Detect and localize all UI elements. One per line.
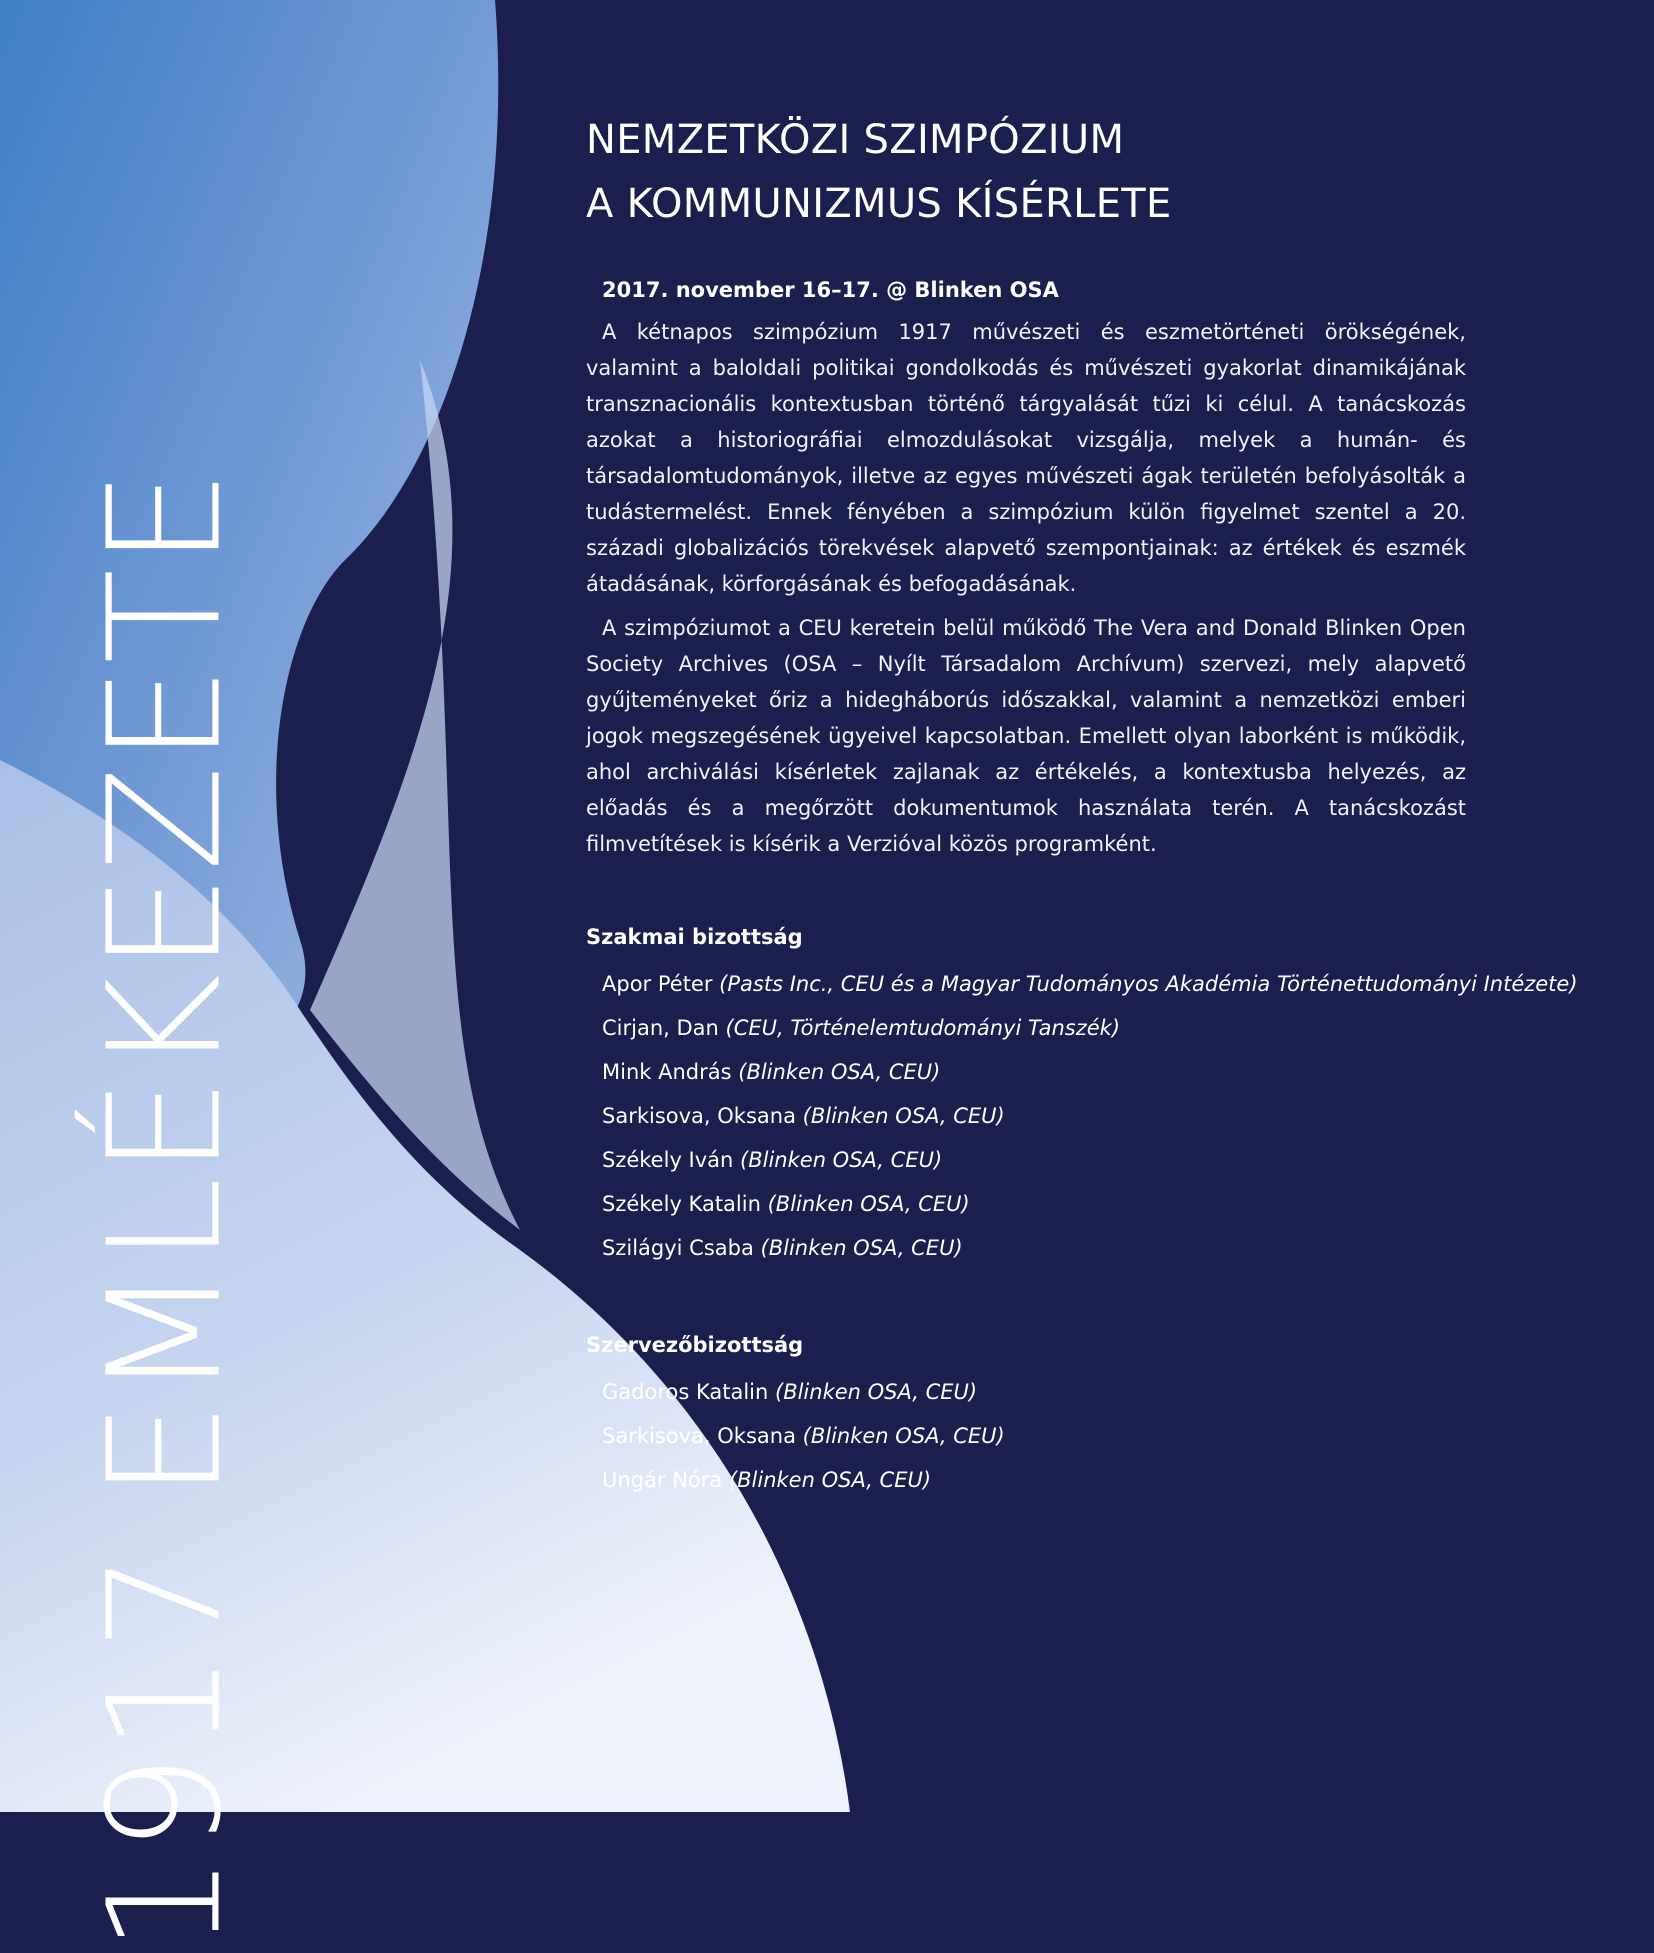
member-name: Sarkisova, Oksana [602,1424,796,1448]
member-affiliation: (Blinken OSA, CEU) [802,1424,1005,1448]
member-name: Székely Katalin [602,1192,761,1216]
list-item [602,1370,1466,1414]
member-affiliation: (Blinken OSA, CEU) [740,1148,943,1172]
title-line-2: A KOMMUNIZMUS KÍSÉRLETE [586,181,1172,227]
list-item [602,1182,1466,1226]
member-name: Szilágyi Csaba [602,1236,754,1260]
member-name: Apor Péter [602,972,713,996]
member-affiliation: (Blinken OSA, CEU) [728,1468,932,1492]
member-name: Ungár Nóra [602,1468,723,1492]
list-item [602,1226,1466,1270]
list-item [602,1006,1466,1050]
member-affiliation: (Blinken OSA, CEU) [738,1060,941,1084]
member-affiliation: (Blinken OSA, CEU) [802,1104,1005,1128]
member-name: Mink András [602,1060,732,1084]
member-affiliation: (Pasts Inc., CEU és a Magyar Tudományos Akadémia Történettudományi Intézete) [719,972,1578,996]
list-item [602,1050,1466,1094]
section-title: Szervezőbizottság [586,1333,804,1357]
list-item [602,1414,1466,1458]
member-affiliation: (Blinken OSA, CEU) [775,1380,978,1404]
member-name: Székely Iván [602,1148,734,1172]
organizing-committee [586,1330,1466,1502]
list-item [602,1458,1466,1502]
member-affiliation: (CEU, Történelemtudományi Tanszék) [725,1016,1121,1040]
list-item [602,1138,1466,1182]
member-name: Gadoros Katalin [602,1380,769,1404]
title-line-1: NEMZETKÖZI SZIMPÓZIUM [586,117,1125,163]
member-list [602,1370,1466,1502]
member-affiliation: (Blinken OSA, CEU) [760,1236,963,1260]
vertical-title: 1917 EMLÉKEZETE [74,466,256,1953]
member-name: Cirjan, Dan [602,1016,719,1040]
member-affiliation: (Blinken OSA, CEU) [767,1192,970,1216]
list-item [602,962,1578,1006]
member-name: Sarkisova, Oksana [602,1104,796,1128]
list-item [602,1094,1466,1138]
scientific-committee [586,922,1578,1270]
organizer-paragraph: A szimpóziumot a CEU keretein belül működő The Vera and Donald Blinken Open Society Archives (OSA – Nyílt Társadalom Archívum) szervezi, mely alapvető gyűjteményeket őriz a hidegháborús időszakkal, valamint a nemzetközi emberi jogok megszegésének ügyeivel kapcsolatban. Emellett olyan laborként is működik, ahol archiválási kísérletek zajlanak az értékelés, a kontextusba helyezés, az előadás és a megőrzött dokumentumok használata terén. A tanácskozást filmvetítések is kísérik a Verzióval közös programként. [586,616,1466,856]
page-title [586,108,1466,236]
event-date: 2017. november 16–17. @ Blinken OSA [602,278,1059,302]
main-content [586,108,1578,1502]
intro-paragraph: A kétnapos szimpózium 1917 művészeti és eszmetörténeti örökségének, valamint a baloldali politikai gondolkodás és művészeti gyakorlat dinamikájának transznacionális kontextusban történő tárgyalását tűzi ki célul. A tanácskozás azokat a historiográfiai elmozdulásokat vizsgálja, melyek a humán- és társadalomtudományok, illetve az egyes művészeti ágak területén befolyásolták a tudástermelést. Ennek fényében a szimpózium külön figyelmet szentel a 20. századi globalizációs törekvések alapvető szempontjainak: az értékek és eszmék átadásának, körforgásának és befogadásának. [586,320,1466,596]
member-list [602,962,1578,1270]
section-title: Szakmai bizottság [586,925,803,949]
